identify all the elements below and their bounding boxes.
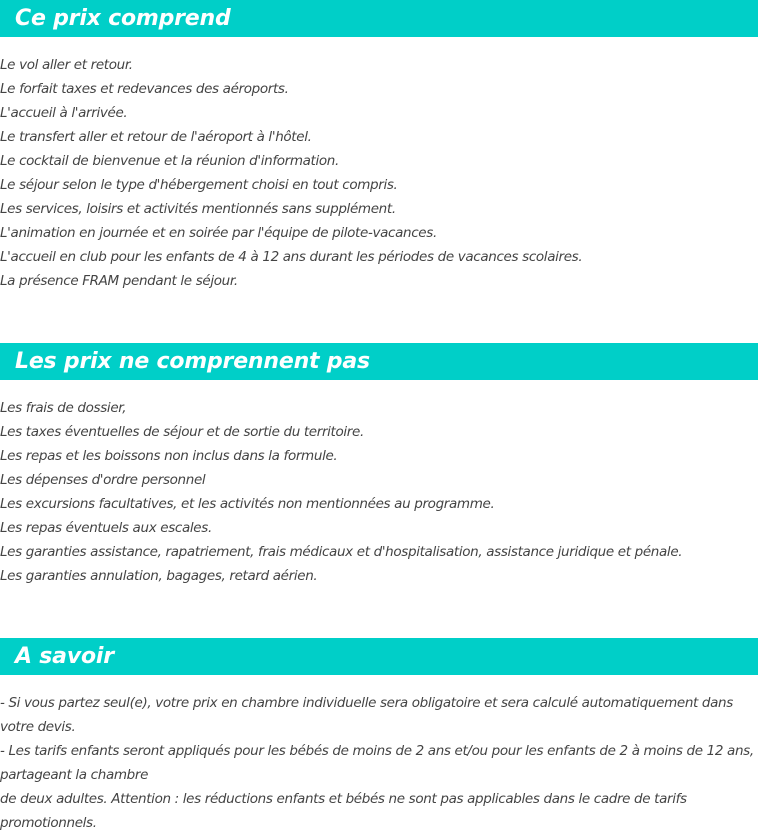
included-item: Le transfert aller et retour de l'aéroport à l'hôtel. bbox=[0, 129, 312, 145]
notes-header bbox=[0, 638, 758, 675]
included-item: Le cocktail de bienvenue et la réunion d'information. bbox=[0, 153, 339, 169]
included-item: Les services, loisirs et activités mentionnés sans supplément. bbox=[0, 201, 396, 217]
notes-body bbox=[0, 691, 758, 835]
included-list bbox=[0, 53, 758, 293]
included-section bbox=[0, 0, 758, 293]
notes-title: A savoir bbox=[15, 644, 114, 669]
excluded-item: Les frais de dossier, bbox=[0, 400, 127, 416]
excluded-list bbox=[0, 396, 758, 588]
notes-paragraph: - Les tarifs enfants seront appliqués pour les bébés de moins de 2 ans et/ou pour les enfants de 2 à moins de 12 ans, partageant la chambre bbox=[0, 743, 754, 783]
included-item: La présence FRAM pendant le séjour. bbox=[0, 273, 238, 289]
notes-paragraph: - Si vous partez seul(e), votre prix en chambre individuelle sera obligatoire et sera calculé automatiquement dans votre devis. bbox=[0, 695, 733, 735]
included-item: Le séjour selon le type d'hébergement choisi en tout compris. bbox=[0, 177, 398, 193]
included-item: Le vol aller et retour. bbox=[0, 57, 133, 73]
excluded-section bbox=[0, 343, 758, 588]
excluded-item: Les taxes éventuelles de séjour et de sortie du territoire. bbox=[0, 424, 364, 440]
included-title: Ce prix comprend bbox=[15, 6, 231, 31]
notes-section bbox=[0, 638, 758, 835]
included-item: L'accueil à l'arrivée. bbox=[0, 105, 128, 121]
included-item: Le forfait taxes et redevances des aéroports. bbox=[0, 81, 289, 97]
included-header bbox=[0, 0, 758, 37]
excluded-item: Les garanties annulation, bagages, retard aérien. bbox=[0, 568, 318, 584]
excluded-item: Les excursions facultatives, et les activités non mentionnées au programme. bbox=[0, 496, 495, 512]
excluded-item: Les repas et les boissons non inclus dans la formule. bbox=[0, 448, 338, 464]
included-item: L'animation en journée et en soirée par l'équipe de pilote-vacances. bbox=[0, 225, 437, 241]
included-item: L'accueil en club pour les enfants de 4 à 12 ans durant les périodes de vacances scolaires. bbox=[0, 249, 583, 265]
excluded-item: Les dépenses d'ordre personnel bbox=[0, 472, 206, 488]
notes-paragraph: de deux adultes. Attention : les réductions enfants et bébés ne sont pas applicables dans le cadre de tarifs promotionnels. bbox=[0, 791, 687, 831]
excluded-item: Les garanties assistance, rapatriement, frais médicaux et d'hospitalisation, assistance juridique et pénale. bbox=[0, 544, 683, 560]
excluded-item: Les repas éventuels aux escales. bbox=[0, 520, 212, 536]
excluded-header bbox=[0, 343, 758, 380]
excluded-title: Les prix ne comprennent pas bbox=[15, 349, 370, 374]
